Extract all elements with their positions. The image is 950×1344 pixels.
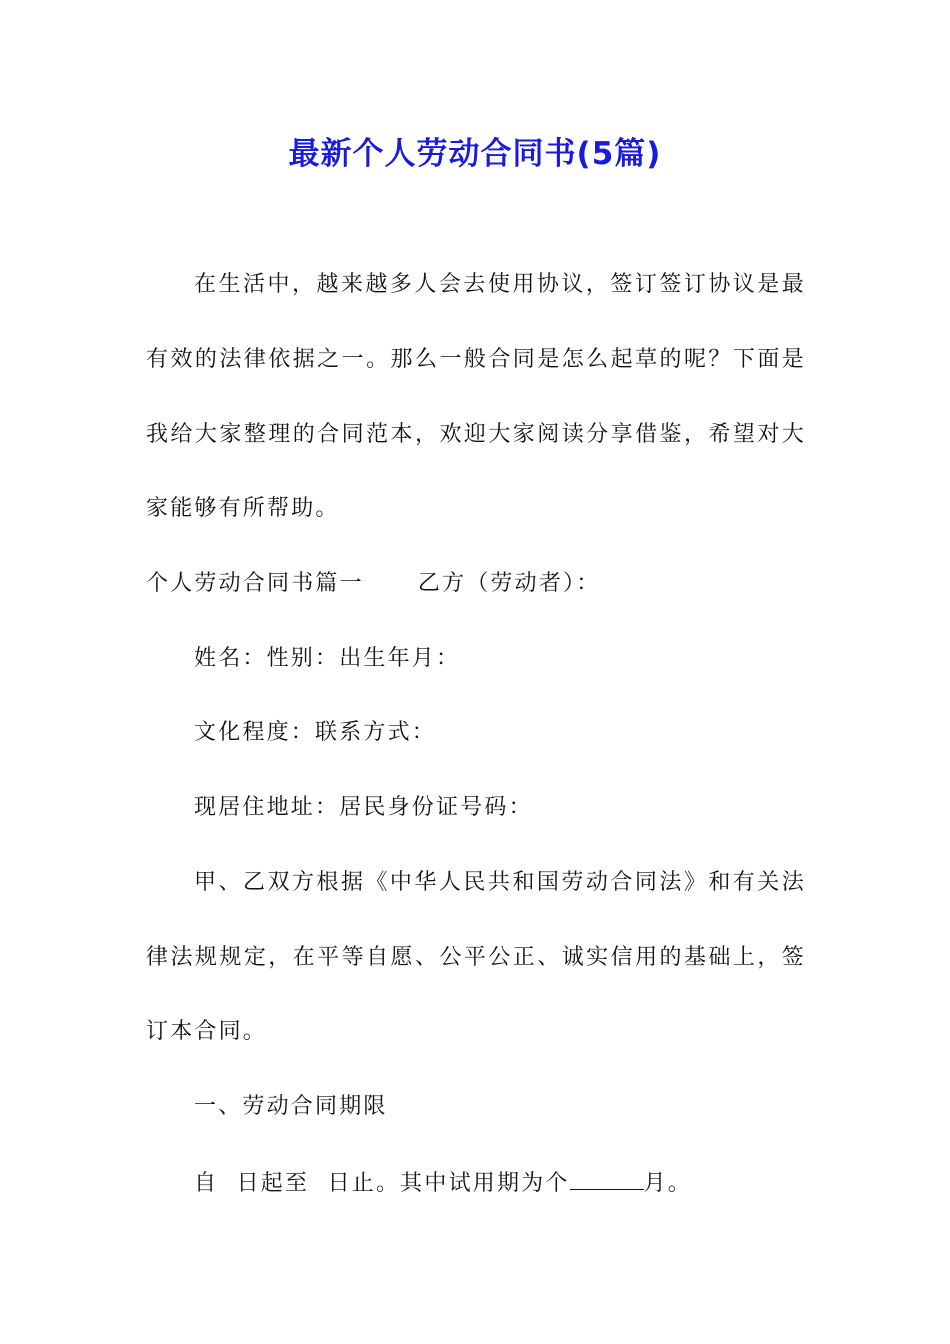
intro-line-2: 有效的法律依据之一。那么一般合同是怎么起草的呢？下面是 [146, 347, 806, 372]
basis-line-3: 订本合同。 [146, 1019, 268, 1044]
intro-line-4: 家能够有所帮助。 [146, 496, 340, 521]
trial-months-blank [570, 1167, 644, 1190]
basis-line-2: 律法规规定，在平等自愿、公平公正、诚实信用的基础上，签 [146, 945, 806, 970]
section-heading: 个人劳动合同书篇一 [146, 571, 364, 596]
document-title: 最新个人劳动合同书(5篇) [288, 136, 662, 172]
term-suffix: 月。 [643, 1171, 692, 1196]
intro-line-1: 在生活中，越来越多人会去使用协议，签订签订协议是最 [194, 272, 806, 297]
field-line-address: 现居住地址：居民身份证号码： [194, 795, 533, 820]
intro-line-3: 我给大家整理的合同范本，欢迎大家阅读分享借鉴，希望对大 [146, 422, 806, 447]
section-heading-line [146, 569, 806, 599]
field-line-name: 姓名：性别：出生年月： [194, 646, 461, 671]
basis-line-1: 甲、乙双方根据《中华人民共和国劳动合同法》和有关法 [194, 870, 806, 895]
term-line [194, 1167, 806, 1199]
clause-1-title: 一、劳动合同期限 [194, 1094, 388, 1119]
party-b-label: 乙方（劳动者）： [417, 571, 601, 596]
field-line-education: 文化程度：联系方式： [194, 720, 437, 745]
term-prefix: 自 日起至 日止。其中试用期为个 [194, 1171, 570, 1196]
